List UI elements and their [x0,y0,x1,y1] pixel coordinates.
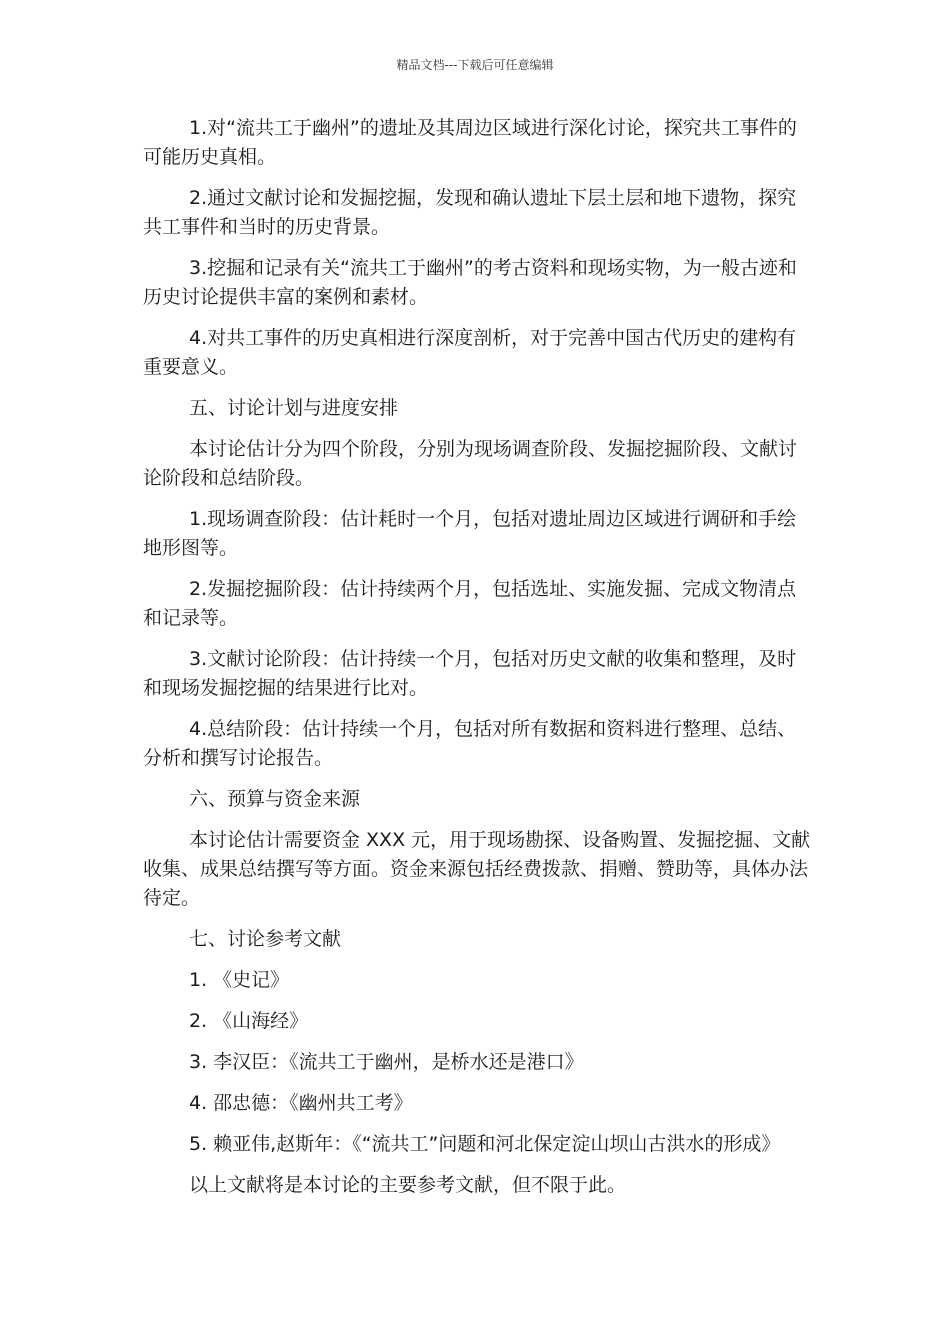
page-header: 精品文档---下载后可任意编辑 [396,58,554,72]
paragraph-stage-1: 1.现场调查阶段：估计耗时一个月，包括对遗址周边区域进行调研和手绘地形图等。 [143,508,797,559]
paragraph-goal-3: 3.挖掘和记录有关“流共工于幽州”的考古资料和现场实物，为一般古迹和历史讨论提供丰富的案例和素材。 [143,257,797,308]
section-heading-budget: 六、预算与资金来源 [189,788,361,810]
section-heading-plan: 五、讨论计划与进度安排 [189,397,399,419]
paragraph-goal-4: 4.对共工事件的历史真相进行深度剖析，对于完善中国古代历史的建构有重要意义。 [143,327,797,378]
paragraph-plan-intro: 本讨论估计分为四个阶段，分别为现场调查阶段、发掘挖掘阶段、文献讨论阶段和总结阶段。 [143,438,798,489]
reference-item-2: 2. 《山海经》 [189,1010,309,1032]
document-body [143,114,813,1212]
section-heading-references: 七、讨论参考文献 [189,928,342,950]
reference-item-3: 3. 李汉臣：《流共工于幽州，是桥水还是港口》 [189,1051,584,1073]
reference-item-1: 1. 《史记》 [189,969,290,991]
reference-item-5: 5. 赖亚伟,赵斯年：《“流共工”问题和河北保定淀山坝山古洪水的形成》 [189,1133,781,1155]
paragraph-closing: 以上文献将是本讨论的主要参考文献，但不限于此。 [189,1174,627,1196]
paragraph-stage-2: 2.发掘挖掘阶段：估计持续两个月，包括选址、实施发掘、完成文物清点和记录等。 [143,578,797,629]
reference-item-4: 4. 邵忠德：《幽州共工考》 [189,1092,413,1114]
paragraph-goal-2: 2.通过文献讨论和发掘挖掘，发现和确认遗址下层土层和地下遗物，探究共工事件和当时的历史背景。 [143,187,797,238]
paragraph-goal-1: 1.对“流共工于幽州”的遗址及其周边区域进行深化讨论，探究共工事件的可能历史真相。 [143,117,797,168]
paragraph-stage-3: 3.文献讨论阶段：估计持续一个月，包括对历史文献的收集和整理，及时和现场发掘挖掘的结果进行比对。 [143,648,797,699]
paragraph-stage-4: 4.总结阶段：估计持续一个月，包括对所有数据和资料进行整理、总结、分析和撰写讨论报告。 [143,718,797,769]
paragraph-budget: 本讨论估计需要资金 XXX 元，用于现场勘探、设备购置、发掘挖掘、文献收集、成果总结撰写等方面。资金来源包括经费拨款、捐赠、赞助等，具体办法待定。 [143,829,811,909]
